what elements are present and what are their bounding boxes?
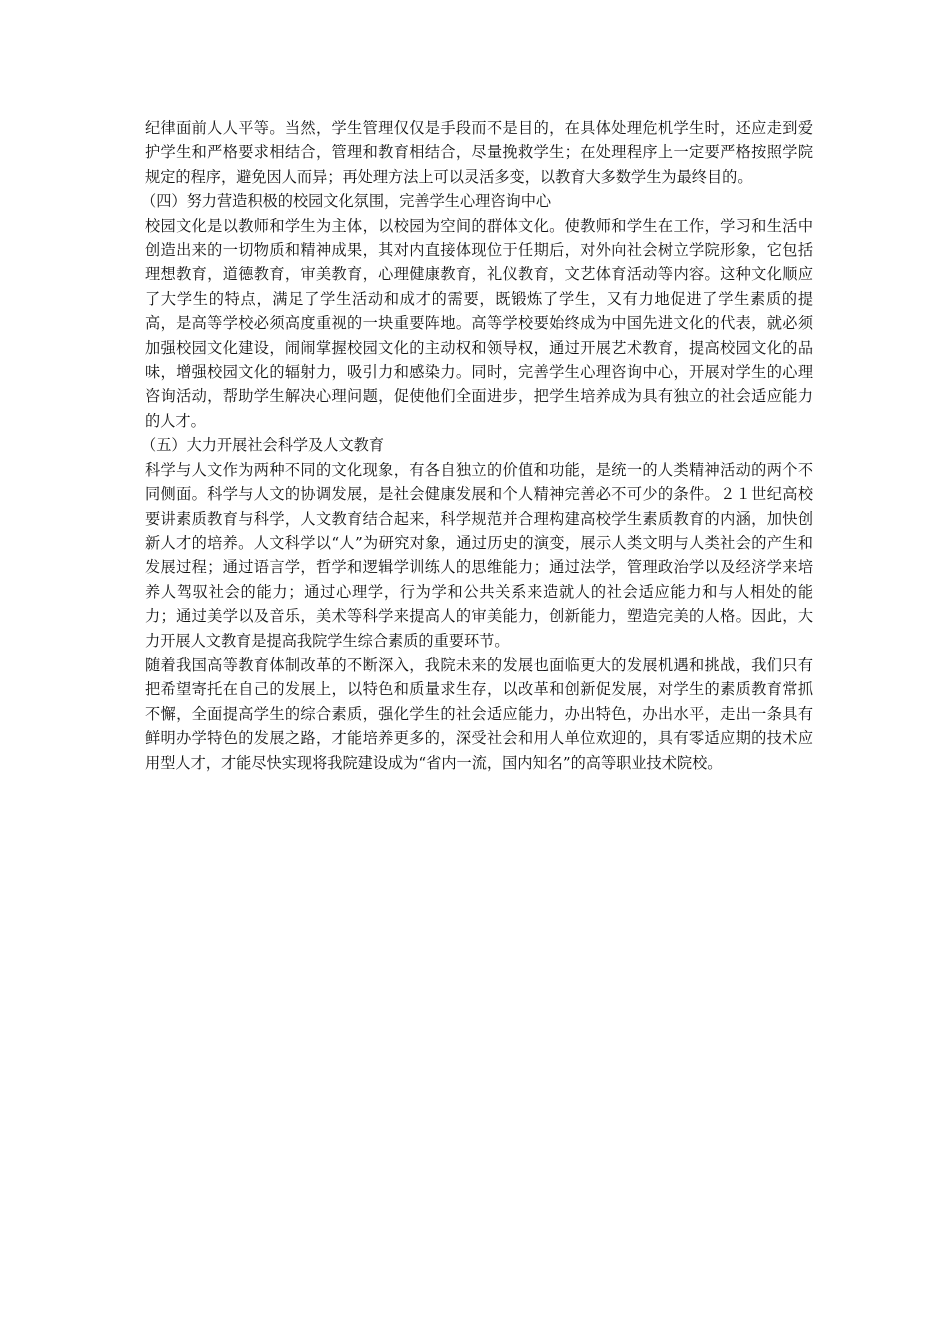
section-heading-campus-culture: （四）努力营造积极的校园文化氛围，完善学生心理咨询中心: [141, 192, 552, 211]
paragraph-campus-culture: 校园文化是以教师和学生为主体，以校园为空间的群体文化。使教师和学生在工作，学习和生活中创造出来的一切物质和精神成果，其对内直接体现位于任期后，对外向社会树立学院形象，它包括理想教育，道德教育，审美教育，心理健康教育，礼仪教育，文艺体育活动等内容。这种文化顺应了大学生的特点，满足了学生活动和成才的需要，既锻炼了学生，又有力地促进了学生素质的提高，是高等学校必须高度重视的一块重要阵地。高等学校要始终成为中国先进文化的代表，就必须加强校园文化建设，闹闹掌握校园文化的主动权和领导权，通过开展艺术教育，提高校园文化的品味，增强校园文化的辐射力，吸引力和感染力。同时，完善学生心理咨询中心，开展对学生的心理咨询活动，帮助学生解决心理问题，促使他们全面进步，把学生培养成为具有独立的社会适应能力的人才。: [145, 216, 813, 430]
paragraph-discipline: 纪律面前人人平等。当然，学生管理仅仅是手段而不是目的，在具体处理危机学生时，还应走到爱护学生和严格要求相结合，管理和教育相结合，尽量挽救学生；在处理程序上一定要严格按照学院规定的程序，避免因人而异；再处理方法上可以灵活多变，以教育大多数学生为最终目的。: [145, 119, 813, 186]
document-body: [141, 116, 813, 775]
section-heading-humanities: （五）大力开展社会科学及人文教育: [141, 436, 384, 455]
paragraph-conclusion: 随着我国高等教育体制改革的不断深入，我院未来的发展也面临更大的发展机遇和挑战，我们只有把希望寄托在自己的发展上，以特色和质量求生存，以改革和创新促发展，对学生的素质教育常抓不懈，全面提高学生的综合素质，强化学生的社会适应能力，办出特色，办出水平，走出一条具有鲜明办学特色的发展之路，才能培养更多的，深受社会和用人单位欢迎的，具有零适应期的技术应用型人才，才能尽快实现将我院建设成为“省内一流，国内知名”的高等职业技术院校。: [145, 655, 813, 772]
paragraph-humanities: 科学与人文作为两种不同的文化现象，有各自独立的价值和功能，是统一的人类精神活动的两个不同侧面。科学与人文的协调发展，是社会健康发展和个人精神完善必不可少的条件。２１世纪高校要讲素质教育与科学，人文教育结合起来，科学规范并合理构建高校学生素质教育的内涵，加快创新人才的培养。人文科学以“人”为研究对象，通过历史的演变，展示人类文明与人类社会的产生和发展过程；通过语言学，哲学和逻辑学训练人的思维能力；通过法学，管理政治学以及经济学来培养人驾驭社会的能力；通过心理学，行为学和公共关系来造就人的社会适应能力和与人相处的能力；通过美学以及音乐，美术等科学来提高人的审美能力，创新能力，塑造完美的人格。因此，大力开展人文教育是提高我院学生综合素质的重要环节。: [145, 460, 813, 650]
